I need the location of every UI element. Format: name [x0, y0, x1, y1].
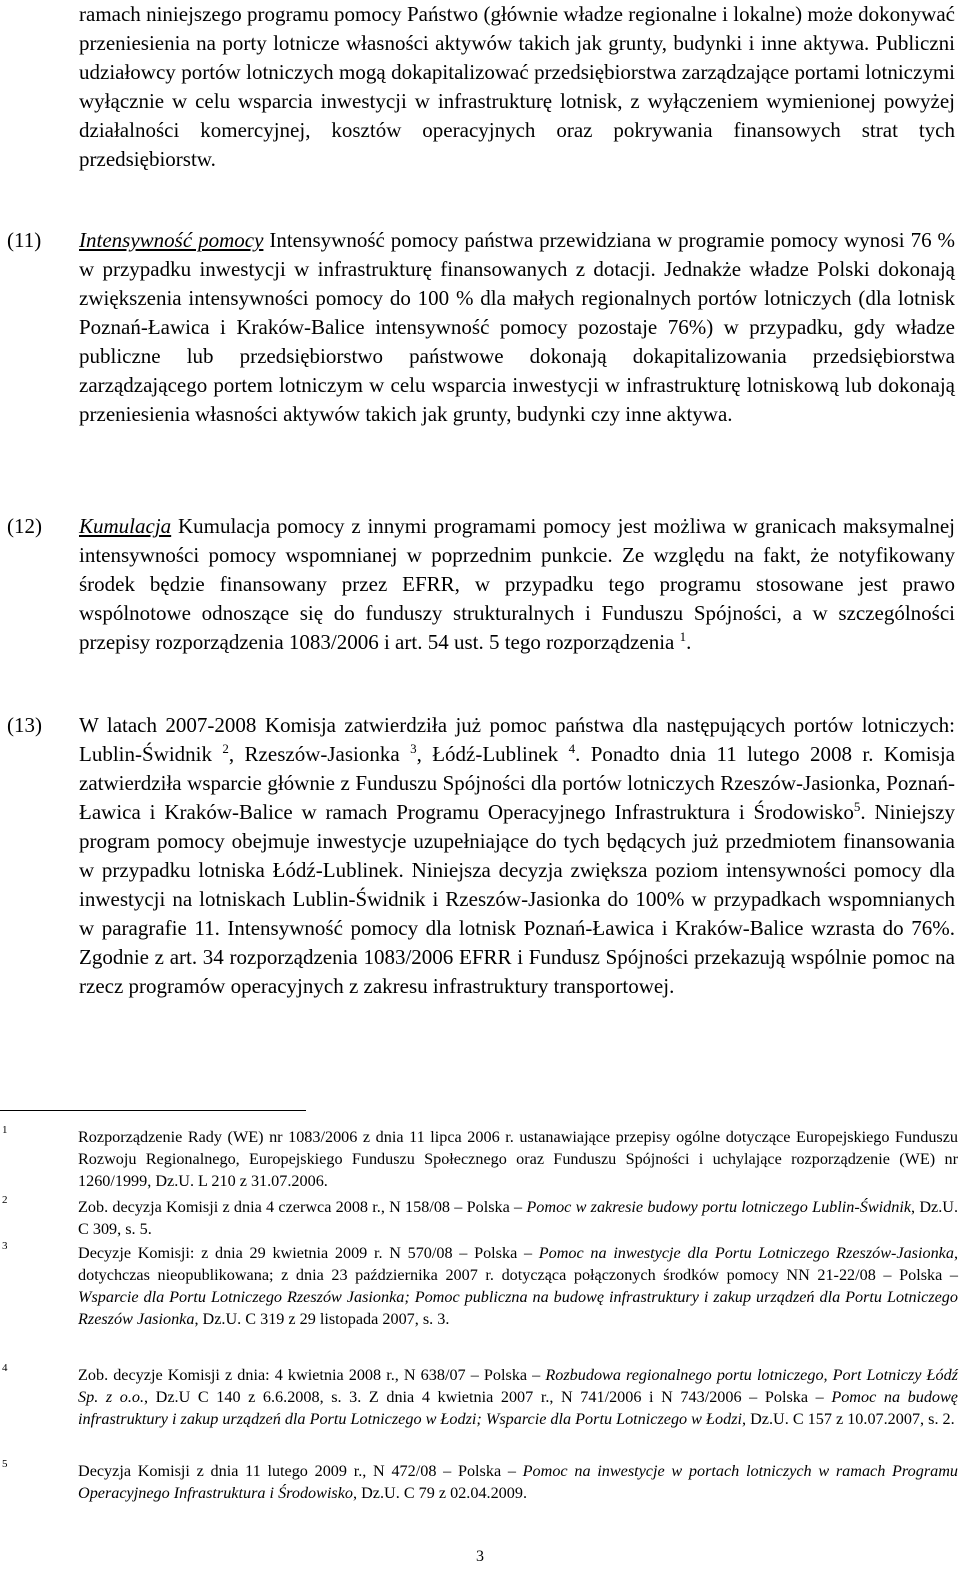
paragraph-12 — [7, 512, 955, 657]
footnote-ref[interactable]: 2 — [222, 741, 229, 756]
footnote-mark: 3 — [2, 1240, 8, 1252]
footnote-text: Zob. decyzja Komisji z dnia 4 czerwca 2008 r., N 158/08 – Polska – Pomoc w zakresie budowy portu lotniczego Lublin-Świdnik, Dz.U. C 309, s. 5. — [78, 1198, 958, 1238]
footnote-1 — [0, 1126, 958, 1192]
paragraph-title: Kumulacja — [79, 514, 172, 538]
footnote-3 — [0, 1242, 958, 1330]
paragraph-number: (12) — [7, 514, 42, 538]
footnote-text: Rozporządzenie Rady (WE) nr 1083/2006 z dnia 11 lipca 2006 r. ustanawiające przepisy ogólne dotyczące Europejskiego Funduszu Rozwoju Regionalnego, Europejskiego Funduszu Społecznego oraz Funduszu Spójności i uchylające rozporządzenie (WE) nr 1260/1999, Dz.U. L 210 z 31.07.2006. — [78, 1128, 958, 1190]
footnote-mark: 1 — [2, 1124, 8, 1136]
footnote-mark: 4 — [2, 1362, 8, 1374]
paragraph-text: Kumulacja pomocy z innymi programami pomocy jest możliwa w granicach maksymalnej intensywności pomocy wspomnianej w poprzednim punkcie. Ze względu na fakt, że notyfikowany środek będzie finansowany przez EFRR, w przypadku tego programu stosowane jest prawo wspólnotowe odnoszące się do funduszy strukturalnych i Funduszu Spójności, a w szczególności przepisy rozporządzenia 1083/2006 i art. 54 ust. 5 tego rozporządzenia — [79, 514, 955, 654]
footnote-ref[interactable]: 1 — [679, 629, 687, 644]
footnote-text: Decyzja Komisji z dnia 11 lutego 2009 r., N 472/08 – Polska – Pomoc na inwestycje w portach lotniczych w ramach Programu Operacyjnego Infrastruktura i Środowisko, Dz.U. C 79 z 02.04.2009. — [78, 1462, 958, 1502]
paragraph-body — [79, 226, 955, 429]
paragraph-body: Kumulacja Kumulacja pomocy z innymi programami pomocy jest możliwa w granicach maksymalnej intensywności pomocy wspomnianej w poprzednim punkcie. Ze względu na fakt, że notyfikowany środek będzie finansowany przez EFRR, w przypadku tego programu stosowane jest prawo wspólnotowe odnoszące się do funduszy strukturalnych i Funduszu Spójności, a w szczególności przepisy rozporządzenia 1083/2006 i art. 54 ust. 5 tego rozporządzenia $^1$. — [79, 514, 955, 654]
paragraph-11 — [7, 226, 955, 429]
paragraph-body: W latach 2007-2008 Komisja zatwierdziła już pomoc państwa dla następujących portów lotniczych: Lublin-Świdnik $^2$, Rzeszów-Jasionka $^3$, Łódź-Lublinek $^4$. Ponadto dnia 11 lutego 2008 r. Komisja zatwierdziła wsparcie głównie z Funduszu Spójności dla portów lotniczych Rzeszów-Jasionka, Poznań-Ławica i Kraków-Balice w ramach Programu Operacyjnego Infrastruktura i Środowisko$^5$. Niniejszy program pomocy obejmuje inwestycje uzupełniające do tych będących już przedmiotem finansowania w przypadku lotniska Łódź-Lublinek. Niniejsza decyzja zwiększa poziom intensywności pomocy dla inwestycji na lotniskach Lublin-Świdnik i Rzeszów-Jasionka do 100% w przypadkach wspomnianych w paragrafie 11. Intensywność pomocy dla lotnisk Poznań-Ławica i Kraków-Balice wzrasta do 76%. Zgodnie z art. 34 rozporządzenia 1083/2006 EFRR i Fundusz Spójności przekazują wspólnie pomoc na rzecz programów operacyjnych z zakresu infrastruktury transportowej. — [79, 713, 955, 998]
page-number: 3 — [476, 1548, 484, 1565]
footnote-text: Zob. decyzje Komisji z dnia: 4 kwietnia 2008 r., N 638/07 – Polska – Rozbudowa regionalnego portu lotniczego, Port Lotniczy Łódź Sp. z o.o., Dz.U C 140 z 6.6.2008, s. 3. Z dnia 4 kwietnia 2007 r., N 741/2006 i N 743/2006 – Polska – Pomoc na budowę infrastruktury i zakup urządzeń dla Portu Lotniczego w Łodzi; Wsparcie dla Portu Lotniczego w Łodzi, Dz.U. C 157 z 10.07.2007, s. 2. — [78, 1366, 958, 1428]
paragraph-text: Intensywność pomocy państwa przewidziana w programie pomocy wynosi 76 % w przypadku inwestycji w infrastrukturę finansowanych z dotacji. Jednakże władze Polski dokonają zwiększenia intensywności pomocy do 100 % dla małych regionalnych portów lotniczych (dla lotnisk Poznań-Ławica i Kraków-Balice intensywność pomocy pozostaje 76%) w przypadku, gdy władze publiczne lub przedsiębiorstwo państwowe dokonają dokapitalizowania przedsiębiorstwa zarządzającego portem lotniczym w celu wsparcia inwestycji w infrastrukturę lotniskową lub dokonają przeniesienia własności aktywów takich jak grunty, budynki czy inne aktywa. — [79, 228, 956, 426]
footnote-text: Decyzje Komisji: z dnia 29 kwietnia 2009 r. N 570/08 – Polska – Pomoc na inwestycje dla Portu Lotniczego Rzeszów-Jasionka, dotychczas nieopublikowana; z dnia 23 października 2007 r. dotycząca połączonych środków pomocy NN 21-22/08 – Polska – Wsparcie dla Portu Lotniczego Rzeszów Jasionka; Pomoc publiczna na budowę infrastruktury i zakup urządzeń dla Portu Lotniczego Rzeszów Jasionka, Dz.U. C 319 z 29 listopada 2007, s. 3. — [78, 1244, 958, 1328]
footnote-ref[interactable]: 4 — [568, 741, 576, 756]
footnote-ref[interactable]: 3 — [410, 741, 417, 756]
footnote-4 — [0, 1364, 958, 1430]
footnote-separator — [0, 1110, 306, 1111]
paragraph-title: Intensywność pomocy — [79, 228, 264, 252]
footnote-mark: 2 — [2, 1194, 8, 1206]
footnote-2 — [0, 1196, 958, 1240]
footnote-mark: 5 — [2, 1458, 8, 1470]
intro-paragraph: ramach niniejszego programu pomocy Państwo (głównie władze regionalne i lokalne) może dokonywać przeniesienia na porty lotnicze własności aktywów takich jak grunty, budynki i inne aktywa. Publiczni udziałowcy portów lotniczych mogą dokapitalizować przedsiębiorstwa zarządzające portami lotniczymi wyłącznie w celu wsparcia inwestycji w infrastrukturę lotnisk, z wyłączeniem wymienionej powyżej działalności komercyjnej, kosztów operacyjnych oraz pokrywania finansowych strat tych przedsiębiorstw. — [79, 2, 955, 171]
paragraph-number: (11) — [7, 228, 42, 252]
paragraph-13 — [7, 711, 955, 1001]
paragraph-number: (13) — [7, 713, 42, 737]
footnote-5 — [0, 1460, 958, 1504]
footnote-ref[interactable]: 5 — [853, 799, 861, 814]
